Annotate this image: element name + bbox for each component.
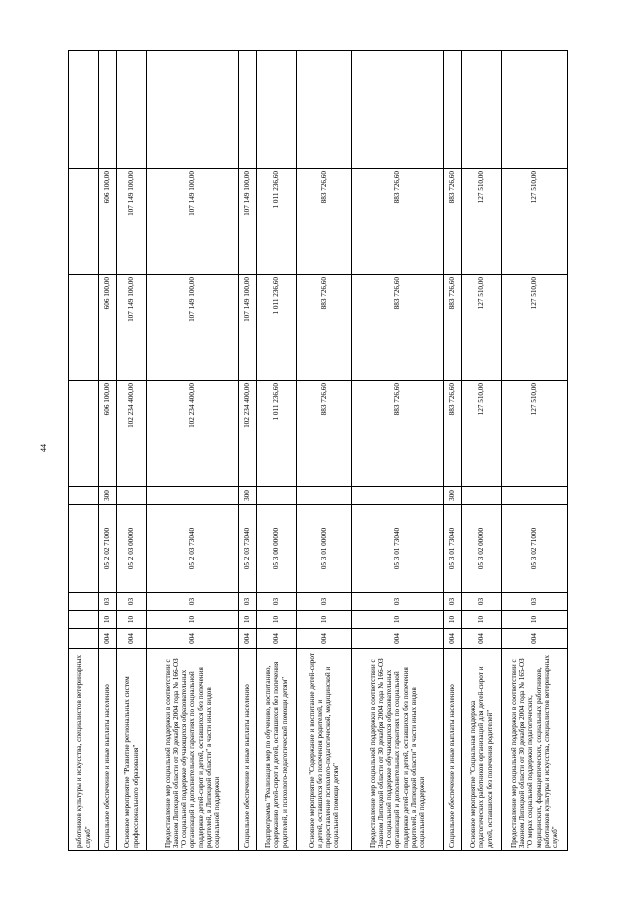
amount-2017 bbox=[117, 51, 147, 169]
amount-2015: 883 726,60 bbox=[444, 275, 462, 381]
table-row bbox=[297, 51, 352, 851]
amount-2015: 107 149 100,00 bbox=[239, 275, 257, 381]
subsection-code bbox=[69, 593, 99, 611]
amount-total: 102 234 400,00 bbox=[147, 381, 239, 487]
amount-total: 127 510,00 bbox=[502, 381, 568, 487]
expense-kind bbox=[297, 487, 352, 505]
amount-2016: 883 726,60 bbox=[297, 169, 352, 275]
expense-kind bbox=[352, 487, 444, 505]
subsection-code: 03 bbox=[444, 593, 462, 611]
amount-2016: 127 510,00 bbox=[462, 169, 502, 275]
amount-2016: 883 726,60 bbox=[352, 169, 444, 275]
table-row bbox=[444, 51, 462, 851]
target-code: 05 2 02 71000 bbox=[99, 505, 117, 593]
target-code: 05 3 01 73040 bbox=[444, 505, 462, 593]
table-row bbox=[352, 51, 444, 851]
amount-2015: 107 149 100,00 bbox=[117, 275, 147, 381]
row-name: Предоставление мер социальной поддержки в соответствии с Законом Липецкой области от 30 декабря 2004 года № 165-ОЗ "О мерах социальной поддержки педагогических, медицинских, фармацевтических, социальных работников, работников культуры и искусства, специалистов ветеринарных служб" bbox=[502, 649, 568, 851]
row-name: Социальное обеспечение и иные выплаты населению bbox=[444, 649, 462, 851]
subsection-code: 03 bbox=[462, 593, 502, 611]
section-code: 10 bbox=[297, 611, 352, 629]
amount-total: 606 100,00 bbox=[99, 381, 117, 487]
subsection-code: 03 bbox=[147, 593, 239, 611]
expense-kind bbox=[69, 487, 99, 505]
amount-2017 bbox=[99, 51, 117, 169]
amount-2015 bbox=[69, 275, 99, 381]
amount-2017 bbox=[502, 51, 568, 169]
section-code: 10 bbox=[462, 611, 502, 629]
admin-code: 004 bbox=[462, 629, 502, 649]
section-code bbox=[69, 611, 99, 629]
target-code: 05 2 03 00000 bbox=[117, 505, 147, 593]
row-name: Основное мероприятие "Содержание и воспитание детей-сирот и детей, оставшихся без попечения родителей, и предоставление психолого-педагогической, медицинской и социальной помощи детям" bbox=[297, 649, 352, 851]
admin-code: 004 bbox=[502, 629, 568, 649]
budget-sheet bbox=[68, 51, 568, 851]
target-code: 05 2 03 73040 bbox=[147, 505, 239, 593]
row-name: Основное мероприятие "Развитие региональных систем профессионального образования" bbox=[117, 649, 147, 851]
target-code: 05 2 03 73040 bbox=[239, 505, 257, 593]
amount-2015: 127 510,00 bbox=[502, 275, 568, 381]
amount-2015: 883 726,60 bbox=[352, 275, 444, 381]
amount-2016: 1 011 236,60 bbox=[257, 169, 297, 275]
amount-2016: 127 510,00 bbox=[502, 169, 568, 275]
amount-2016: 107 149 100,00 bbox=[239, 169, 257, 275]
admin-code: 004 bbox=[117, 629, 147, 649]
subsection-code: 03 bbox=[297, 593, 352, 611]
row-name: работников культуры и искусства, специалистов ветеринарных служб" bbox=[69, 649, 99, 851]
target-code: 05 3 00 00000 bbox=[257, 505, 297, 593]
admin-code: 004 bbox=[99, 629, 117, 649]
section-code: 10 bbox=[99, 611, 117, 629]
target-code bbox=[69, 505, 99, 593]
admin-code: 004 bbox=[297, 629, 352, 649]
amount-2016: 883 726,60 bbox=[444, 169, 462, 275]
table-body bbox=[69, 51, 568, 851]
row-name: Социальное обеспечение и иные выплаты населению bbox=[99, 649, 117, 851]
amount-2017 bbox=[297, 51, 352, 169]
table-row bbox=[462, 51, 502, 851]
row-name: Предоставление мер социальной поддержки в соответствии с Законом Липецкой области от 30 декабря 2004 года № 166-ОЗ "О социальной поддержке обучающихся образовательных организаций и дополнительных гарантиях по социальной поддержке детей-сирот и детей, оставшихся без попечения родителей, в Липецкой области" в части иных видов социальной поддержки bbox=[352, 649, 444, 851]
amount-total: 102 234 400,00 bbox=[239, 381, 257, 487]
admin-code bbox=[69, 629, 99, 649]
subsection-code: 03 bbox=[239, 593, 257, 611]
amount-2017 bbox=[147, 51, 239, 169]
section-code: 10 bbox=[444, 611, 462, 629]
amount-2016: 107 149 100,00 bbox=[147, 169, 239, 275]
amount-2016: 606 100,00 bbox=[99, 169, 117, 275]
amount-2017 bbox=[257, 51, 297, 169]
section-code: 10 bbox=[147, 611, 239, 629]
section-code: 10 bbox=[257, 611, 297, 629]
amount-2017 bbox=[352, 51, 444, 169]
amount-2017 bbox=[239, 51, 257, 169]
table-row bbox=[147, 51, 239, 851]
budget-table bbox=[68, 50, 568, 851]
section-code: 10 bbox=[352, 611, 444, 629]
table-row bbox=[502, 51, 568, 851]
subsection-code: 03 bbox=[257, 593, 297, 611]
amount-total: 883 726,60 bbox=[297, 381, 352, 487]
amount-2017 bbox=[444, 51, 462, 169]
table-row bbox=[257, 51, 297, 851]
target-code: 05 3 02 00000 bbox=[462, 505, 502, 593]
expense-kind: 300 bbox=[239, 487, 257, 505]
expense-kind: 300 bbox=[99, 487, 117, 505]
expense-kind bbox=[147, 487, 239, 505]
section-code: 10 bbox=[239, 611, 257, 629]
target-code: 05 3 02 71000 bbox=[502, 505, 568, 593]
amount-total: 883 726,60 bbox=[352, 381, 444, 487]
amount-2015: 107 149 100,00 bbox=[147, 275, 239, 381]
amount-2016: 107 149 100,00 bbox=[117, 169, 147, 275]
subsection-code: 03 bbox=[117, 593, 147, 611]
amount-2015: 127 510,00 bbox=[462, 275, 502, 381]
admin-code: 004 bbox=[257, 629, 297, 649]
amount-total: 883 726,60 bbox=[444, 381, 462, 487]
amount-2017 bbox=[462, 51, 502, 169]
admin-code: 004 bbox=[444, 629, 462, 649]
amount-2016 bbox=[69, 169, 99, 275]
admin-code: 004 bbox=[239, 629, 257, 649]
section-code: 10 bbox=[502, 611, 568, 629]
admin-code: 004 bbox=[352, 629, 444, 649]
section-code: 10 bbox=[117, 611, 147, 629]
expense-kind bbox=[117, 487, 147, 505]
table-row bbox=[117, 51, 147, 851]
target-code: 05 3 01 73040 bbox=[352, 505, 444, 593]
expense-kind bbox=[257, 487, 297, 505]
amount-total: 1 011 236,60 bbox=[257, 381, 297, 487]
subsection-code: 03 bbox=[99, 593, 117, 611]
amount-total: 102 234 400,00 bbox=[117, 381, 147, 487]
amount-total: 127 510,00 bbox=[462, 381, 502, 487]
row-name: Основное мероприятие "Социальная поддержка педагогических работников организаций для детей-сирот и детей, оставшихся без попечения родителей" bbox=[462, 649, 502, 851]
row-name: Предоставление мер социальной поддержки в соответствии с Законом Липецкой области от 30 декабря 2004 года № 166-ОЗ "О социальной поддержке обучающихся образовательных организаций и дополнительных гарантиях по социальной поддержке детей-сирот и детей, оставшихся без попечения родителей, в Липецкой области" в части иных видов социальной поддержки bbox=[147, 649, 239, 851]
expense-kind bbox=[462, 487, 502, 505]
amount-2015: 606 100,00 bbox=[99, 275, 117, 381]
amount-2017 bbox=[69, 51, 99, 169]
subsection-code: 03 bbox=[352, 593, 444, 611]
target-code: 05 3 01 00000 bbox=[297, 505, 352, 593]
expense-kind bbox=[502, 487, 568, 505]
page-number-text: 44 bbox=[39, 444, 48, 452]
row-name: Социальное обеспечение и иные выплаты населению bbox=[239, 649, 257, 851]
admin-code: 004 bbox=[147, 629, 239, 649]
amount-2015: 1 011 236,60 bbox=[257, 275, 297, 381]
row-name: Подпрограмма "Реализация мер по обучению, воспитанию, содержанию детей-сирот и детей, оставшихся без попечения родителей, и психолого-педагогической помощи детям" bbox=[257, 649, 297, 851]
expense-kind: 300 bbox=[444, 487, 462, 505]
amount-total bbox=[69, 381, 99, 487]
table-row bbox=[99, 51, 117, 851]
subsection-code: 03 bbox=[502, 593, 568, 611]
table-row bbox=[239, 51, 257, 851]
table-row bbox=[69, 51, 99, 851]
amount-2015: 883 726,60 bbox=[297, 275, 352, 381]
